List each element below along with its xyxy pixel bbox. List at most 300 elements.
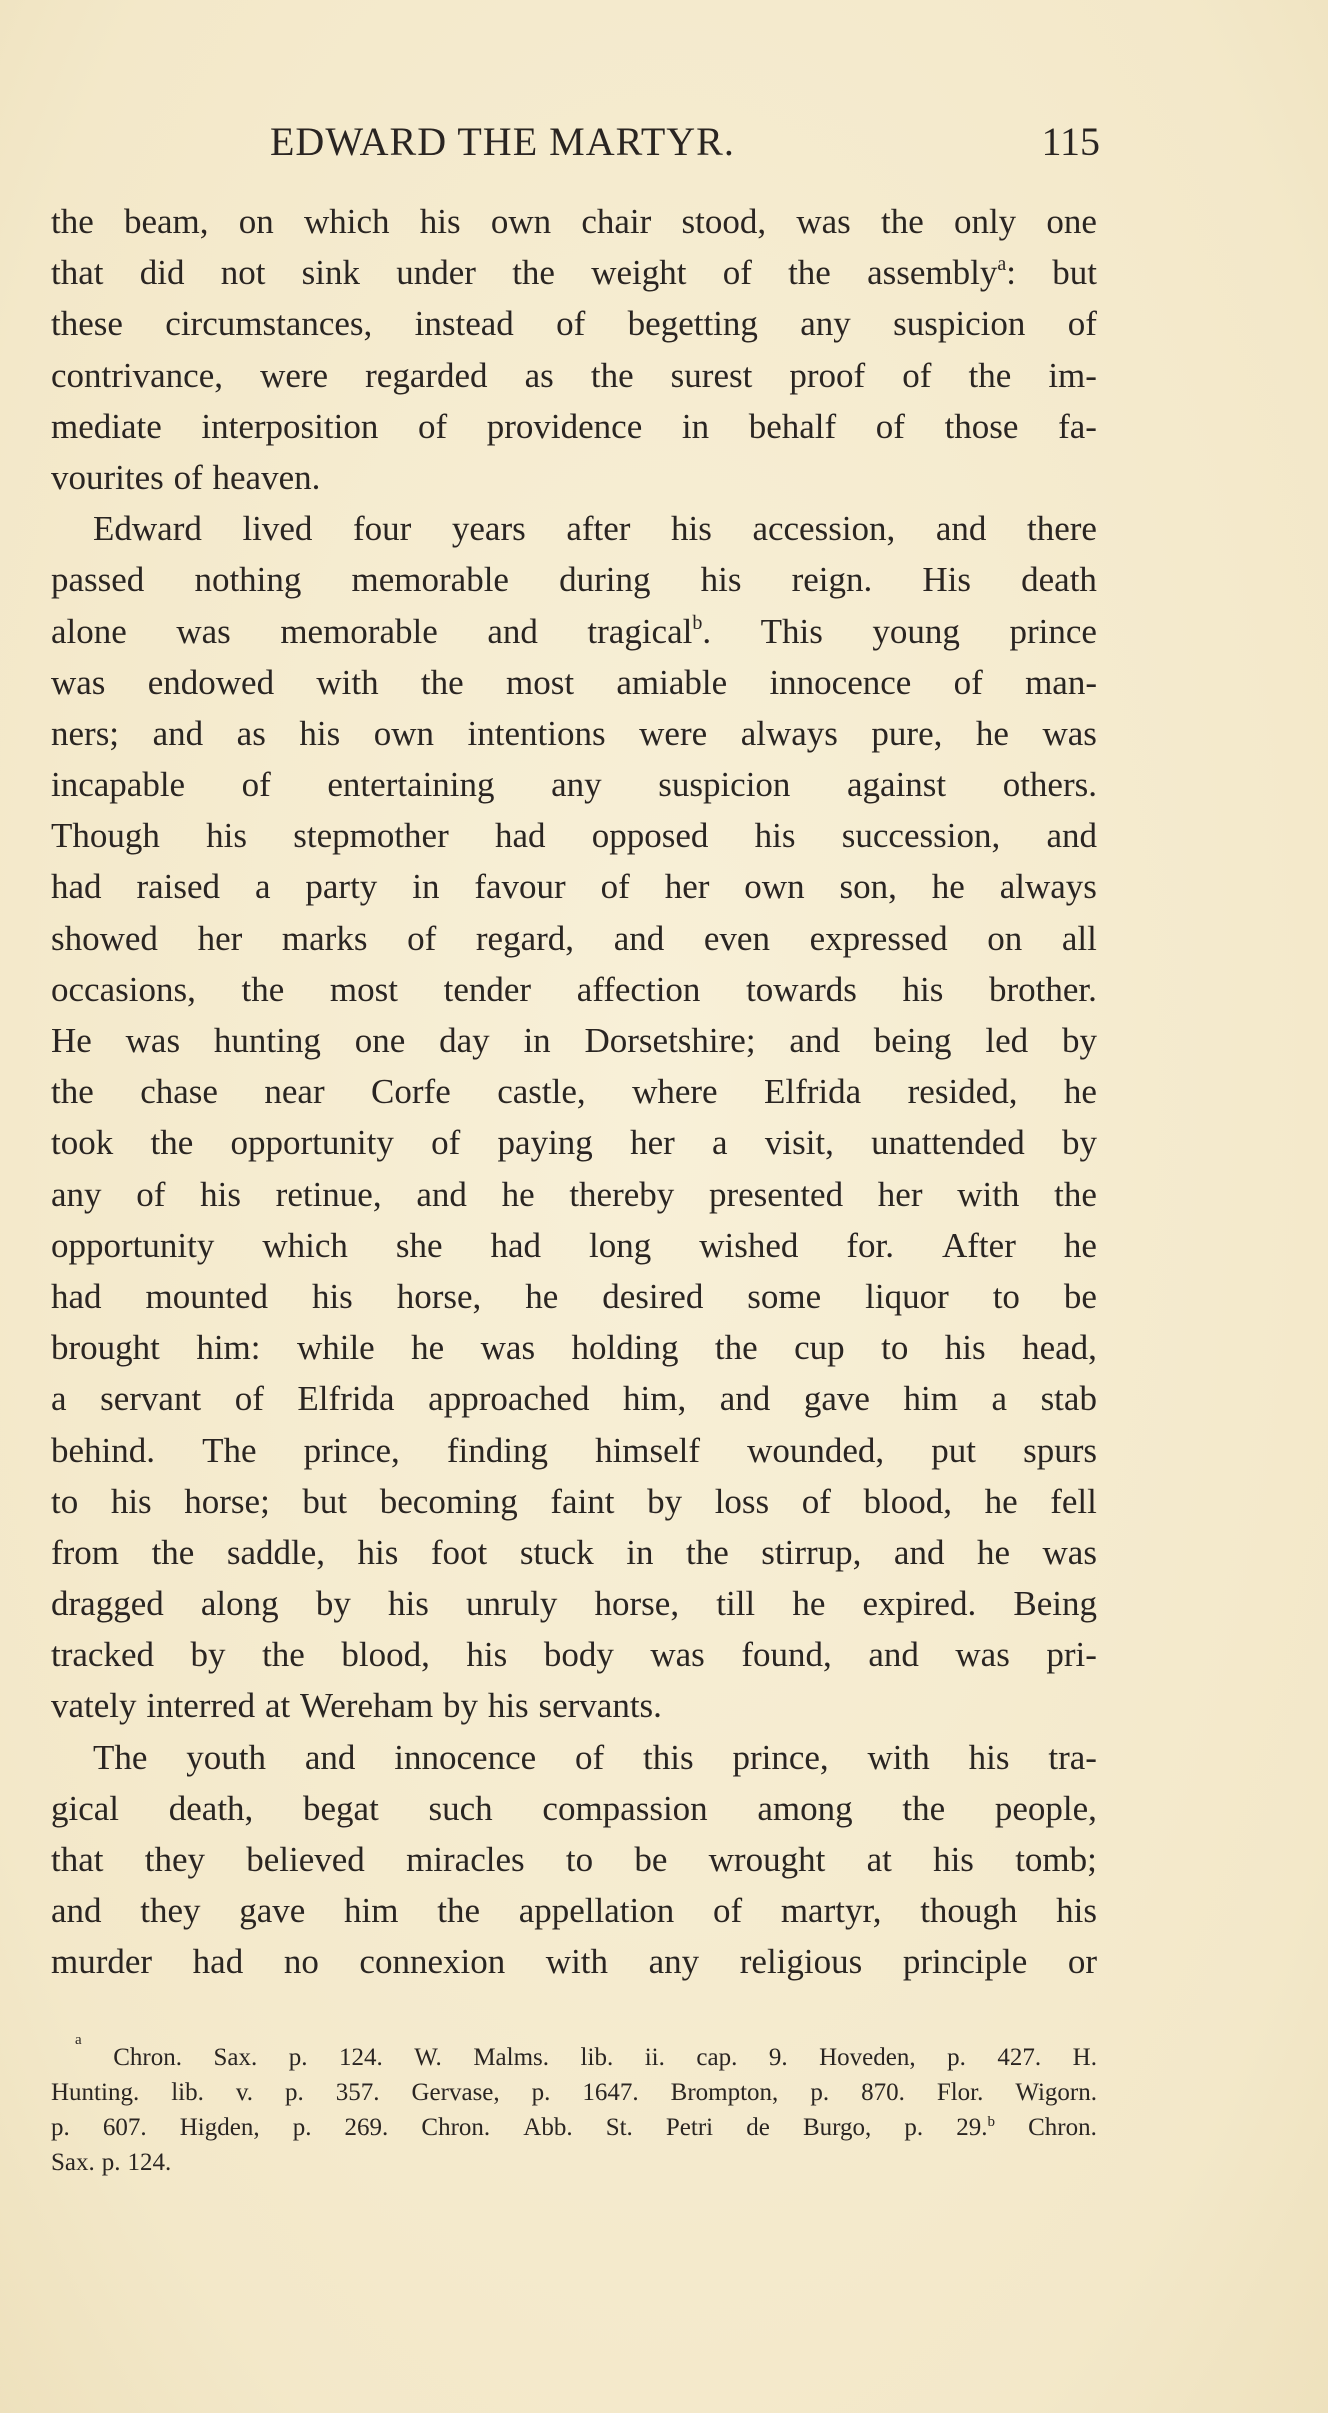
word: own xyxy=(744,867,805,907)
word: which xyxy=(303,202,390,241)
word: incapable xyxy=(51,765,186,805)
word: p. xyxy=(947,2044,966,2071)
word: 29.$^b$ xyxy=(956,2114,995,2141)
word: by xyxy=(1061,1021,1097,1060)
word: his xyxy=(357,1532,399,1572)
word: 607. xyxy=(102,2114,147,2141)
word: Wigorn. xyxy=(1015,2079,1097,2106)
word: found, xyxy=(741,1635,832,1675)
word: religious xyxy=(739,1942,863,1982)
word: young xyxy=(872,611,960,651)
word: desired xyxy=(602,1276,704,1316)
word: was xyxy=(480,1328,536,1368)
word: interposition xyxy=(201,406,379,446)
word: succession, xyxy=(841,816,1001,856)
word: the xyxy=(51,1072,94,1112)
text-line xyxy=(51,350,1097,401)
word: the xyxy=(880,202,924,241)
word: and xyxy=(893,1532,945,1572)
word: her xyxy=(664,867,710,907)
word: sink xyxy=(301,253,361,293)
word: he xyxy=(1063,1225,1097,1265)
word: was xyxy=(955,1635,1010,1675)
word: by xyxy=(315,1584,351,1624)
word: stepmother xyxy=(293,816,449,856)
word: took xyxy=(51,1123,114,1163)
word: in xyxy=(626,1532,654,1572)
word: in xyxy=(412,867,440,907)
word: im- xyxy=(1048,355,1097,395)
word: at xyxy=(866,1840,892,1879)
word: him xyxy=(344,1891,399,1931)
word: was xyxy=(176,611,231,651)
word: fell xyxy=(1050,1481,1097,1521)
word: Though xyxy=(51,816,160,856)
word: put xyxy=(931,1430,976,1470)
word: any xyxy=(648,1942,700,1982)
word: connexion xyxy=(359,1942,506,1982)
word: his xyxy=(700,560,742,600)
body-text xyxy=(51,196,1097,1988)
word: him, xyxy=(623,1379,687,1419)
word: foot xyxy=(430,1532,488,1572)
word: his xyxy=(487,1686,529,1726)
text-line xyxy=(51,298,1097,349)
word: being xyxy=(873,1021,952,1060)
word: even xyxy=(703,918,770,958)
word: he xyxy=(931,867,965,907)
word: of xyxy=(712,1891,743,1931)
word: of xyxy=(1067,304,1097,344)
word: all xyxy=(1061,918,1097,958)
text-line xyxy=(51,861,1097,912)
word: W. xyxy=(414,2044,442,2071)
word: any xyxy=(51,1174,102,1214)
word: to xyxy=(992,1276,1020,1316)
text-line xyxy=(51,1578,1097,1629)
word: marks xyxy=(281,918,368,958)
word: was xyxy=(125,1021,181,1060)
word: castle, xyxy=(497,1072,586,1112)
word: p. xyxy=(285,2079,304,2106)
word: Elfrida xyxy=(764,1072,862,1112)
word: principle xyxy=(902,1942,1028,1982)
text-line xyxy=(51,1527,1097,1578)
word: Elfrida xyxy=(297,1379,395,1419)
word: her xyxy=(877,1174,923,1214)
word: at xyxy=(264,1686,291,1726)
word: intentions xyxy=(467,713,606,753)
word: opportunity xyxy=(51,1225,215,1265)
word: his xyxy=(671,509,712,549)
word: with xyxy=(867,1737,930,1777)
word: any xyxy=(551,765,602,805)
text-line xyxy=(51,401,1097,452)
word: behind. xyxy=(51,1430,156,1470)
word: Wereham xyxy=(300,1686,434,1726)
word: wounded, xyxy=(747,1430,885,1470)
word: of xyxy=(801,1481,831,1521)
word: tender xyxy=(443,969,532,1009)
word: 124. xyxy=(127,2149,172,2176)
word: own xyxy=(373,713,435,753)
word: there xyxy=(1027,509,1097,549)
text-line xyxy=(51,1885,1097,1936)
word: his xyxy=(419,202,461,241)
word: visit, xyxy=(764,1123,834,1163)
word: expressed xyxy=(809,918,948,958)
word: be xyxy=(634,1840,668,1879)
word: and xyxy=(487,611,538,651)
word: cup xyxy=(794,1328,845,1368)
word: Malms. xyxy=(473,2044,550,2071)
word: others. xyxy=(1002,765,1097,805)
word: opposed xyxy=(591,816,709,856)
word: that xyxy=(51,253,104,293)
word: he xyxy=(976,1532,1011,1572)
word: the xyxy=(241,969,285,1009)
text-line xyxy=(51,1629,1097,1680)
word: After xyxy=(942,1225,1016,1265)
word: lived xyxy=(242,509,313,549)
word: p. xyxy=(292,2114,312,2141)
word: p. xyxy=(51,2114,70,2141)
text-line xyxy=(51,1425,1097,1476)
word: finding xyxy=(446,1430,548,1470)
word: always xyxy=(999,867,1097,907)
word: and xyxy=(868,1635,919,1675)
word: they xyxy=(140,1891,201,1931)
word: did xyxy=(139,253,185,293)
word: own xyxy=(490,202,552,241)
word: passed xyxy=(51,560,145,600)
word: pure, xyxy=(871,713,943,753)
word: tra- xyxy=(1048,1737,1097,1777)
text-line xyxy=(51,1169,1097,1220)
word: which xyxy=(262,1225,348,1265)
word: were xyxy=(639,713,708,753)
word: contrivance, xyxy=(51,355,223,395)
word: any xyxy=(800,304,851,344)
text-line xyxy=(51,1271,1097,1322)
word: was xyxy=(1042,713,1097,753)
word: most xyxy=(505,662,575,702)
word: he xyxy=(792,1584,826,1624)
footnote-line xyxy=(51,2110,1097,2145)
word: Gervase, xyxy=(411,2079,500,2106)
word: reign. xyxy=(791,560,873,600)
word: becoming xyxy=(379,1481,518,1521)
word: the xyxy=(968,355,1012,395)
footnote-marker: b xyxy=(987,2114,995,2130)
word: stuck xyxy=(519,1532,594,1572)
word: for. xyxy=(846,1225,895,1265)
word: she xyxy=(395,1225,443,1265)
word: and xyxy=(613,918,665,958)
word: him: xyxy=(196,1328,261,1368)
word: believed xyxy=(246,1840,365,1879)
word: this xyxy=(643,1737,694,1777)
word: his xyxy=(206,816,247,856)
word: body xyxy=(543,1635,614,1675)
word: he xyxy=(984,1481,1018,1521)
word: prince, xyxy=(303,1430,400,1470)
word: against xyxy=(847,765,947,805)
word: He xyxy=(51,1021,92,1060)
word: Dorsetshire; xyxy=(584,1021,756,1060)
word: his xyxy=(299,713,341,753)
word: de xyxy=(746,2114,770,2141)
word: of xyxy=(600,867,630,907)
word: under xyxy=(396,253,476,293)
word: wished xyxy=(699,1225,799,1265)
word: only xyxy=(953,202,1017,241)
word: and xyxy=(1046,816,1097,856)
word: miracles xyxy=(406,1840,525,1879)
word: 427. xyxy=(997,2044,1042,2071)
word: hunting xyxy=(213,1021,321,1060)
word: as xyxy=(524,355,554,395)
word: of xyxy=(875,406,905,446)
word: long xyxy=(589,1225,652,1265)
word: as xyxy=(236,713,266,753)
word: endowed xyxy=(147,662,275,702)
word: his xyxy=(754,816,796,856)
text-line xyxy=(51,1015,1097,1066)
word: Sax. xyxy=(213,2044,258,2071)
word: his xyxy=(944,1328,986,1368)
footnote-line xyxy=(51,2032,1097,2075)
word: a xyxy=(712,1123,728,1163)
word: was xyxy=(796,202,851,241)
word: head, xyxy=(1022,1328,1097,1368)
word: by xyxy=(647,1481,683,1521)
word: on xyxy=(987,918,1023,958)
word: man- xyxy=(1025,662,1097,702)
word: pri- xyxy=(1046,1635,1097,1675)
word: some xyxy=(747,1276,822,1316)
word: he xyxy=(975,713,1009,753)
word: had xyxy=(51,867,102,907)
word: gave xyxy=(803,1379,870,1419)
word: gave xyxy=(239,1891,306,1931)
word: to xyxy=(51,1481,79,1521)
word: unruly xyxy=(465,1584,558,1624)
word: the xyxy=(714,1328,758,1368)
word: Hunting. xyxy=(51,2079,140,2106)
word: to xyxy=(565,1840,594,1879)
word: beam, xyxy=(123,202,209,241)
footnote-marker: b xyxy=(692,611,703,634)
word: horse; xyxy=(184,1481,270,1521)
word: while xyxy=(296,1328,375,1368)
word: his xyxy=(1056,1891,1097,1931)
word: wrought xyxy=(708,1840,826,1879)
word: by xyxy=(1062,1123,1097,1163)
word: of xyxy=(556,304,586,344)
word: Abb. xyxy=(523,2114,573,2141)
word: Burgo, xyxy=(802,2114,872,2141)
word: prince, xyxy=(732,1737,829,1777)
word: Corfe xyxy=(371,1072,451,1112)
word: of xyxy=(173,457,203,497)
word: her xyxy=(630,1123,675,1163)
word: Chron. xyxy=(1028,2114,1097,2141)
word: holding xyxy=(571,1328,679,1368)
word: servants. xyxy=(538,1686,662,1726)
word: had xyxy=(490,1225,542,1265)
word: fa- xyxy=(1058,406,1097,446)
word: his xyxy=(902,969,944,1009)
word: blood, xyxy=(341,1635,430,1675)
word: p. xyxy=(531,2079,551,2106)
text-line xyxy=(51,1680,1097,1731)
word: his xyxy=(110,1481,152,1521)
word: he xyxy=(501,1174,535,1214)
word: his xyxy=(466,1635,508,1675)
word: people, xyxy=(994,1788,1097,1828)
word: vately xyxy=(51,1686,137,1726)
word: alone xyxy=(51,611,127,651)
word: 870. xyxy=(861,2079,905,2106)
word: not xyxy=(220,253,266,293)
word: favour xyxy=(474,867,566,907)
word: or xyxy=(1067,1942,1097,1982)
word: on xyxy=(238,202,274,241)
word: providence xyxy=(486,406,643,446)
word: son, xyxy=(839,867,897,907)
word: and xyxy=(935,509,987,549)
word: was xyxy=(1042,1532,1097,1572)
word: v. xyxy=(235,2079,253,2106)
word: interred xyxy=(146,1686,256,1726)
word: along xyxy=(200,1584,279,1624)
word: accession, xyxy=(752,509,896,549)
word: Being xyxy=(1013,1584,1097,1624)
word: expired. xyxy=(862,1584,977,1624)
word: servant xyxy=(100,1379,202,1419)
word: of xyxy=(953,662,983,702)
word: ii. xyxy=(644,2044,665,2071)
word: regarded xyxy=(365,355,488,395)
word: lib. xyxy=(580,2044,614,2071)
word: the xyxy=(437,1891,480,1931)
word: chase xyxy=(140,1072,218,1112)
word: behalf xyxy=(748,406,837,446)
word: but xyxy=(1052,253,1097,293)
word: surest xyxy=(670,355,753,395)
word: brother. xyxy=(989,969,1097,1009)
word: had xyxy=(494,816,546,856)
word: memorable xyxy=(351,560,509,600)
word: Sax. xyxy=(51,2149,95,2176)
word: the xyxy=(51,202,94,241)
word: of xyxy=(722,253,752,293)
word: the xyxy=(590,355,634,395)
word: in xyxy=(523,1021,551,1060)
word: the xyxy=(1054,1174,1097,1214)
word: his xyxy=(387,1584,429,1624)
word: during xyxy=(559,560,651,600)
word: death xyxy=(1021,560,1097,600)
word: opportunity xyxy=(230,1123,394,1163)
text-line xyxy=(51,964,1097,1015)
text-line xyxy=(51,810,1097,861)
word: horse, xyxy=(396,1276,482,1316)
word: prince xyxy=(1009,611,1097,651)
word: one xyxy=(1046,202,1097,241)
word: suspicion xyxy=(893,304,1026,344)
word: his xyxy=(311,1276,353,1316)
word: innocence xyxy=(769,662,912,702)
word: suspicion xyxy=(658,765,791,805)
word: he xyxy=(1063,1072,1097,1112)
word: regard, xyxy=(475,918,575,958)
word: though xyxy=(920,1891,1018,1931)
footnote-line xyxy=(51,2075,1097,2110)
word: the xyxy=(788,253,831,293)
word: His xyxy=(922,560,971,600)
word: blood, xyxy=(863,1481,952,1521)
word: the xyxy=(420,662,464,702)
word: nothing xyxy=(194,560,302,600)
word: innocence xyxy=(394,1737,537,1777)
word: a xyxy=(254,867,271,907)
word: the xyxy=(902,1788,946,1828)
word: 269. xyxy=(344,2114,389,2141)
word: spurs xyxy=(1023,1430,1097,1470)
footnotes xyxy=(51,2032,1097,2180)
word: with xyxy=(316,662,379,702)
text-line xyxy=(51,1476,1097,1527)
word: of xyxy=(575,1737,605,1777)
word: showed xyxy=(51,918,158,958)
text-line xyxy=(51,247,1097,298)
word: to xyxy=(881,1328,909,1368)
word: stab xyxy=(1040,1379,1097,1419)
text-line xyxy=(51,1373,1097,1424)
word: of xyxy=(417,406,448,446)
word: no xyxy=(283,1942,319,1982)
word: amiable xyxy=(616,662,728,702)
word: a xyxy=(991,1379,1008,1419)
word: approached xyxy=(428,1379,590,1419)
word: assembly$^a$: xyxy=(867,253,1016,293)
word: were xyxy=(260,355,329,395)
word: affection xyxy=(576,969,701,1009)
text-line xyxy=(51,1936,1097,1987)
word: p. xyxy=(101,2149,121,2176)
word: by xyxy=(443,1686,479,1726)
text-line xyxy=(51,759,1097,810)
word: of xyxy=(241,765,271,805)
running-header xyxy=(270,118,1100,174)
word: where xyxy=(632,1072,718,1112)
word: but xyxy=(302,1481,348,1521)
word: compassion xyxy=(542,1788,708,1828)
word: the xyxy=(685,1532,729,1572)
text-line xyxy=(51,554,1097,605)
word: and xyxy=(152,713,204,753)
word: retinue, xyxy=(275,1174,382,1214)
word: loss xyxy=(714,1481,770,1521)
word: a xyxy=(51,1379,67,1419)
word: years xyxy=(451,509,526,549)
word: and xyxy=(416,1174,467,1214)
word: weight xyxy=(591,253,687,293)
word: the xyxy=(512,253,555,293)
word: such xyxy=(428,1788,493,1828)
